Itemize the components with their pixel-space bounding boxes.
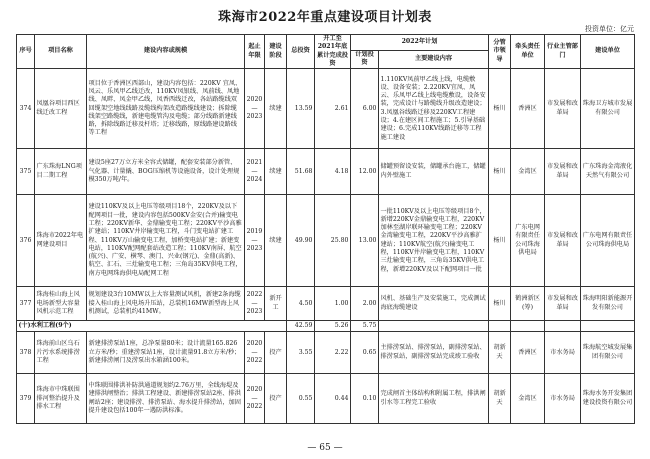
empty-cell bbox=[489, 321, 511, 332]
cell-dept: 市发展和改革局 bbox=[545, 149, 581, 195]
cell-name: 珠海市中珠联围排河整治提升及排水工程 bbox=[35, 374, 87, 424]
cell-plan-content: 风机、基础生产及安装施工，完成测试海底海缆建设 bbox=[379, 287, 489, 321]
cell-lead: 金湾区 bbox=[511, 149, 545, 195]
cell-seq: 378 bbox=[17, 332, 35, 374]
table-row bbox=[17, 374, 635, 424]
cell-content: 新建排涝泵站1座，总净泵量80米；设计流量165.826立方米/秒；重建涝泵站1座，设计流量91.8立方米/秒；新建排涝闸门及涝泵出水箱涵100米。 bbox=[87, 332, 245, 374]
cell-mayor: 杨川 bbox=[489, 195, 511, 287]
cell-total: 51.68 bbox=[287, 149, 315, 195]
table-row bbox=[17, 195, 635, 287]
cell-mayor: 胡新天 bbox=[489, 332, 511, 374]
header-total: 总投资 bbox=[287, 35, 315, 69]
cell-dept: 市发展和改革局 bbox=[545, 69, 581, 149]
table-row bbox=[17, 332, 635, 374]
cell-stage: 续建 bbox=[265, 69, 287, 149]
cell-content: 建设110KV及以上电压等级项目18个，220KV及以下配网项目一批，建设内容包括500KV金安(合并)输变电工程；220KV新华、金鼎输变电工程；220KV平沙高雅扩建站；110KV井岸输变电工程，斗门变电站扩建工程、110KV万山输变电工程，加桥变电站扩建；新建变电站，110KV配网配套站改造工程；110KV南屏、航空(航兴)、广安、横琴、澳门、兴业(钢元)、金鼎(高新)、航空、汇石、三灶输变电工程；三角岛35KV供电工程，南方电网珠海供电局配网工程 bbox=[87, 195, 245, 287]
header-content: 建设内容或规模 bbox=[87, 35, 245, 69]
empty-cell bbox=[581, 321, 635, 332]
cell-plan-invest: 2.00 bbox=[351, 287, 379, 321]
cell-seq: 379 bbox=[17, 374, 35, 424]
subtotal-row bbox=[17, 321, 635, 332]
page-title: 珠海市2022年重点建设项目计划表 bbox=[218, 10, 432, 25]
cell-period: 2019 — 2023 bbox=[245, 195, 265, 287]
project-plan-table bbox=[16, 34, 635, 424]
cell-plan-content: 完成闸首主体结构和附属工程，排洪闸引水等工程完工验收 bbox=[379, 374, 489, 424]
cell-period: 2020 — 2022 bbox=[245, 332, 265, 374]
page-number: — 65 — bbox=[307, 443, 343, 453]
table-row bbox=[17, 69, 635, 149]
cell-done: 4.18 bbox=[315, 149, 351, 195]
header-done: 开工至2021年底累计完成投资 bbox=[315, 35, 351, 69]
cell-plan-content: 1.110KV凤前甲乙线上线，电缆敷设、设备安装；2.220KV宜凤、凤云、乐凤甲乙线上线电缆敷设，设备安装，完成设计与路缆线升级改造建设；3.凤凰谷线路迁移及220KV工程建设；4.在建区间工程施工；5.引导基础建设；6.完成110KV线路迁移等工程施工建设 bbox=[379, 69, 489, 149]
cell-done: 2.22 bbox=[315, 332, 351, 374]
header-seq: 序号 bbox=[17, 35, 35, 69]
cell-mayor: 杨川 bbox=[489, 69, 511, 149]
header-plan-content: 主要建设内容 bbox=[379, 50, 489, 68]
cell-plan-invest: 13.00 bbox=[351, 195, 379, 287]
empty-cell bbox=[545, 321, 581, 332]
cell-dept: 市水务局 bbox=[545, 374, 581, 424]
cell-dept: 市发展和改革局 bbox=[545, 287, 581, 321]
cell-done: 25.80 bbox=[315, 195, 351, 287]
cell-period: 2020 — 2023 bbox=[245, 69, 265, 149]
cell-builder: 珠海水务开发集团建设投资有限公司 bbox=[581, 374, 635, 424]
header-stage: 建设阶段 bbox=[265, 35, 287, 69]
cell-total: 49.90 bbox=[287, 195, 315, 287]
cell-stage: 投产 bbox=[265, 374, 287, 424]
unit-label: 投资单位：亿元 bbox=[585, 25, 634, 33]
header-builder: 建设单位 bbox=[581, 35, 635, 69]
cell-done: 0.44 bbox=[315, 374, 351, 424]
cell-plan-content: 储罐预留设安装，储罐承台施工，储罐内外壁施工 bbox=[379, 149, 489, 195]
cell-name: 广东珠海LNG项目二期工程 bbox=[35, 149, 87, 195]
cell-content: 中珠联围排洪补防洪通道规划约2.76万里，全线海堤及建排洪闸整治；排洪工程建设、新建排涝泵站2座、排洪闸站2座；建设排涝、排涝泵站、海水提升排涝站，加固提升建设包括100年一遇防洪标准。 bbox=[87, 374, 245, 424]
cell-mayor: 杨川 bbox=[489, 287, 511, 321]
cell-plan-invest: 6.00 bbox=[351, 69, 379, 149]
header-dept: 行业主管部门 bbox=[545, 35, 581, 69]
header-row-1 bbox=[17, 35, 635, 51]
header-mayor: 分管市领导 bbox=[489, 35, 511, 69]
subtotal-label: (十)水利工程(9个) bbox=[17, 321, 287, 332]
cell-name: 凤凰谷项目西区线迁改工程 bbox=[35, 69, 87, 149]
cell-builder: 珠海卫方城市发展有限公司 bbox=[581, 69, 635, 149]
cell-dept: 市发展和改革局 bbox=[545, 195, 581, 287]
header-plan2022: 2022年计划 bbox=[351, 35, 489, 51]
cell-done: 1.00 bbox=[315, 287, 351, 321]
cell-total: 3.55 bbox=[287, 332, 315, 374]
cell-period: 2021 — 2024 bbox=[245, 149, 265, 195]
cell-content: 规划建设3台10MW以上大容量测试风机，新建2条海缆接入桂山海上风电场升压站，总装机16MW新型海上风机测试，总装机约41MW。 bbox=[87, 287, 245, 321]
cell-name: 珠海市2022年电网建设项目 bbox=[35, 195, 87, 287]
cell-builder: 广东电网有限责任公司珠海供电局 bbox=[581, 195, 635, 287]
cell-mayor: 胡新天 bbox=[489, 374, 511, 424]
cell-period: 2022 — 2023 bbox=[245, 287, 265, 321]
cell-done: 2.61 bbox=[315, 69, 351, 149]
subtotal-done: 5.26 bbox=[315, 321, 351, 332]
cell-lead: 香洲区 bbox=[511, 69, 545, 149]
cell-total: 0.55 bbox=[287, 374, 315, 424]
cell-total: 13.59 bbox=[287, 69, 315, 149]
header-period: 起止年限 bbox=[245, 35, 265, 69]
cell-plan-content: 主排涝泵站、排涝泵站，副排涝泵站、排涝泵站，副排涝泵站完成竣工验收 bbox=[379, 332, 489, 374]
empty-cell bbox=[511, 321, 545, 332]
header-name: 项目名称 bbox=[35, 35, 87, 69]
cell-name: 珠海桂山海上风电场新型大容量风机示范工程 bbox=[35, 287, 87, 321]
cell-builder: 广东珠海金湾液化天然气有限公司 bbox=[581, 149, 635, 195]
table-row bbox=[17, 149, 635, 195]
cell-seq: 377 bbox=[17, 287, 35, 321]
cell-plan-invest: 0.10 bbox=[351, 374, 379, 424]
cell-lead: 香洲区 bbox=[511, 332, 545, 374]
cell-lead: 鹤洲新区(筹) bbox=[511, 287, 545, 321]
header-lead: 牵头责任单位 bbox=[511, 35, 545, 69]
subtotal-plan-invest: 5.75 bbox=[351, 321, 379, 332]
subtotal-total: 42.59 bbox=[287, 321, 315, 332]
cell-stage: 新开工 bbox=[265, 287, 287, 321]
cell-stage: 投产 bbox=[265, 332, 287, 374]
cell-content: 项目位于香洲区西部山，建设内容包括：220KV 宜凤、凤云、乐凤甲乙线迁改，110KV凤银线、凤前线、凤地线、凤畔、凤金甲乙线，凤香西线迁改，各站路缆线双回缆架空地线线路及缆线构架改造路缆线建设；拆除缆线架空路缆线，新建电缆管沟及电缆；部分线路新建线路，拆除线路迁移及杆塔；迁移线路，原线路建设路线等工程 bbox=[87, 69, 245, 149]
cell-seq: 374 bbox=[17, 69, 35, 149]
cell-plan-invest: 12.00 bbox=[351, 149, 379, 195]
cell-name: 珠海前山区乌石片污水系统排涝工程 bbox=[35, 332, 87, 374]
cell-builder: 珠海航空城发展集团有限公司 bbox=[581, 332, 635, 374]
cell-content: 建设5座27万立方米全容式储罐，配套安装部分新管、气化器、计量撬、BOG压缩机等设施设备，设计处理规模350万吨/年。 bbox=[87, 149, 245, 195]
cell-total: 4.50 bbox=[287, 287, 315, 321]
cell-mayor: 杨川 bbox=[489, 149, 511, 195]
cell-builder: 珠海明阳新能源开发有限公司 bbox=[581, 287, 635, 321]
cell-seq: 376 bbox=[17, 195, 35, 287]
empty-cell bbox=[379, 321, 489, 332]
cell-plan-content: 一批110KV及以上电压等级项目8个，新增220KV金鼎输变电工程，220KV加林至湖岸联环输变电工程；220KV金湾输变电工程，220KV平沙高雅扩建站；110KV航空(航兴)输变电工程，110KV井岸输变电工程，110KV三灶输变电工程，三角岛35KV供电工程，新增220KV及以下配网项目一批 bbox=[379, 195, 489, 287]
cell-stage: 续建 bbox=[265, 195, 287, 287]
cell-lead: 广东电网有限责任公司珠海供电局 bbox=[511, 195, 545, 287]
cell-lead: 金湾区 bbox=[511, 374, 545, 424]
cell-period: 2020 — 2022 bbox=[245, 374, 265, 424]
cell-plan-invest: 0.65 bbox=[351, 332, 379, 374]
table-row bbox=[17, 287, 635, 321]
cell-stage: 续建 bbox=[265, 149, 287, 195]
cell-seq: 375 bbox=[17, 149, 35, 195]
cell-dept: 市水务局 bbox=[545, 332, 581, 374]
header-plan-invest: 计划投资 bbox=[351, 50, 379, 68]
